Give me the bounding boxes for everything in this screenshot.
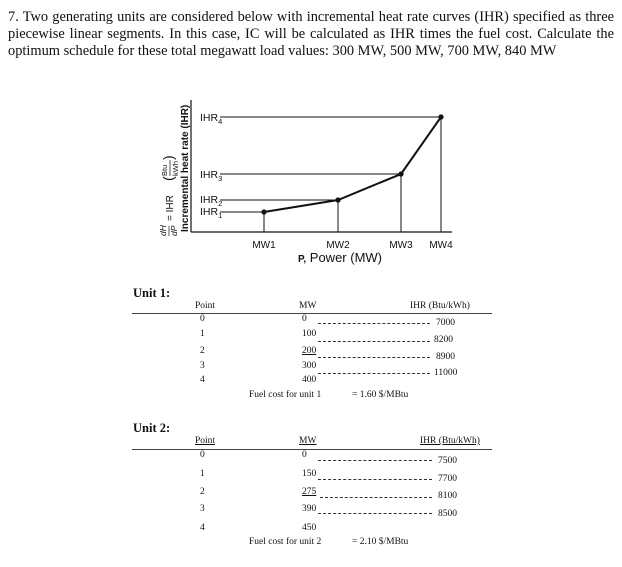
ihr-curve — [264, 117, 441, 212]
unit-2-point-1: 1 — [200, 469, 205, 479]
unit-2-point-4: 4 — [200, 523, 205, 533]
unit-2-mw-1: 150 — [302, 469, 317, 479]
unit-1-mw-2: 200 — [302, 346, 317, 356]
unit-1-point-0: 0 — [200, 314, 205, 324]
unit-1-segment-1-line — [318, 323, 430, 324]
unit-1-segment-2-line — [318, 341, 430, 342]
unit-2-ihr-3: 8100 — [438, 491, 457, 501]
unit-1-mw-4: 400 — [302, 375, 317, 385]
x-tick-mw4: MW4 — [429, 240, 453, 251]
svg-text:Btu: Btu — [160, 164, 169, 176]
unit-1-point-1: 1 — [200, 329, 205, 339]
svg-text:kWh: kWh — [171, 161, 180, 176]
svg-text:(: ( — [160, 176, 176, 181]
svg-text:dH: dH — [158, 225, 168, 236]
unit-2-mw-2: 275 — [302, 487, 317, 497]
unit-1-fuel-label: Fuel cost for unit 1 — [249, 390, 322, 400]
unit-1-header-rule — [132, 313, 492, 314]
unit-1-header-mw: MW — [299, 301, 317, 311]
unit-2-header-mw: MW — [299, 436, 317, 446]
unit-1-point-3: 3 — [200, 361, 205, 371]
unit-2-label: Unit 2: — [133, 421, 171, 435]
unit-2-header-rule — [132, 449, 492, 450]
unit-2-ihr-1: 7500 — [438, 456, 457, 466]
y-tick-ihr1: $IHR_1$ — [200, 206, 223, 220]
unit-1-mw-0: 0 — [302, 314, 307, 324]
unit-2-segment-4-line — [318, 513, 432, 514]
y-axis-title: Incremental heat rate (IHR) — [180, 104, 191, 232]
unit-2-ihr-2: 7700 — [438, 474, 457, 484]
svg-text:= IHR: = IHR — [165, 195, 176, 221]
unit-2-header-ihr: IHR (Btu/kWh) — [420, 436, 480, 446]
unit-2-segment-3-line — [320, 497, 432, 498]
unit-2-point-2: 2 — [200, 487, 205, 497]
unit-1-mw-3: 300 — [302, 361, 317, 371]
curve-point-4 — [438, 114, 443, 119]
curve-point-2 — [335, 197, 340, 202]
unit-1-segment-3-line — [318, 357, 430, 358]
problem-statement: 7. Two generating units are considered below with incremental heat rate curves (IHR) specified as three piecewise linear segments. In this case, IC will be calculated as IHR times the fuel cost. Calculate the optimum schedule for these total megawatt load values: 300 MW, 500 MW, 700 MW, 840 MW — [8, 9, 614, 59]
x-tick-mw3: MW3 — [389, 240, 413, 251]
y-tick-ihr4: $IHR_4$ — [200, 112, 223, 126]
unit-1-header-ihr: IHR (Btu/kWh) — [410, 301, 470, 311]
unit-1-ihr-4: 11000 — [434, 368, 458, 378]
unit-2-segment-1-line — [318, 460, 432, 461]
unit-1-point-4: 4 — [200, 375, 205, 385]
unit-1-ihr-1: 7000 — [436, 318, 455, 328]
unit-2-fuel-label: Fuel cost for unit 2 — [249, 537, 322, 547]
x-axis-title: P, Power (MW) — [297, 250, 383, 265]
unit-2-mw-0: 0 — [302, 450, 307, 460]
svg-text:): ) — [160, 155, 176, 160]
unit-2-point-3: 3 — [200, 504, 205, 514]
y-tick-ihr2: $IHR_2$ — [200, 194, 223, 208]
unit-2-mw-4: 450 — [302, 523, 317, 533]
curve-point-1 — [261, 209, 266, 214]
unit-2-ihr-4: 8500 — [438, 509, 457, 519]
unit-1-fuel-value: = 1.60 $/MBtu — [352, 390, 409, 400]
unit-2-point-0: 0 — [200, 450, 205, 460]
x-tick-mw2: MW2 — [326, 240, 350, 251]
curve-point-3 — [398, 171, 403, 176]
unit-2-segment-2-line — [318, 479, 432, 480]
y-axis-formula — [158, 155, 180, 236]
unit-2-mw-3: 390 — [302, 504, 317, 514]
unit-2-header-point: Point — [195, 436, 216, 446]
svg-text:dP: dP — [169, 225, 179, 236]
unit-1-ihr-2: 8200 — [434, 335, 453, 345]
unit-1-mw-1: 100 — [302, 329, 317, 339]
unit-1-header-point: Point — [195, 301, 216, 311]
unit-1-segment-4-line — [318, 373, 430, 374]
unit-2-fuel-value: = 2.10 $/MBtu — [352, 537, 409, 547]
x-tick-mw1: MW1 — [252, 240, 276, 251]
unit-1-point-2: 2 — [200, 346, 205, 356]
unit-1-label: Unit 1: — [133, 286, 171, 300]
unit-1-ihr-3: 8900 — [436, 352, 455, 362]
y-tick-ihr3: $IHR_3$ — [200, 169, 223, 183]
